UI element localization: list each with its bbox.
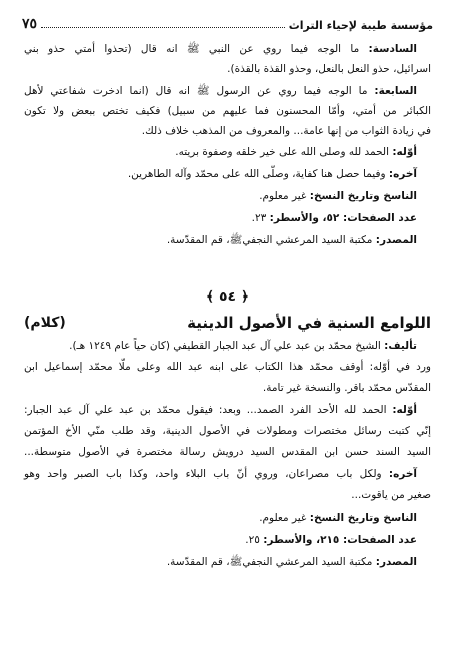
explicit-text: ولكل باب مصراعان، وروي أنّ باب البلاء واحد، وكذا باب الصبر واحد وهو xyxy=(24,468,382,480)
author-label: تأليف: xyxy=(384,340,417,352)
question-seven-label: السابعة: xyxy=(374,85,417,97)
page-count-label: عدد الصفحات: ٢١٥، والأسطر: xyxy=(263,534,417,546)
entry54-incipit-line-2: إنّي كتبت رسائل مختصرات ومطولات في الأصول الدينية، وقد طلب منّي الأخ المؤتمن xyxy=(24,425,431,437)
copyist-label: الناسخ وتاريخ النسخ: xyxy=(309,512,417,524)
question-seven-line-2: الكبائر من أمتي، وأمّا المحسنون فما عليهم من سبيل) فكيف تختص ببعض ولا تكون xyxy=(24,105,431,117)
entry54-source xyxy=(24,554,417,570)
question-six-line-1 xyxy=(24,41,417,57)
book-title: اللوامع السنية في الأصول الدينية xyxy=(187,314,431,332)
entry53-explicit xyxy=(24,166,417,182)
entry54-copyist xyxy=(24,510,417,526)
explicit-text: وفيما حصل هنا كفاية، وصلّى الله على محمّد وآله الطاهرين. xyxy=(127,168,386,180)
entry-number: ﴿ ٥٤ ﴾ xyxy=(205,289,250,305)
incipit-label: أوّله: xyxy=(392,146,417,158)
incipit-text: الحمد لله الأحد الفرد الصمد... وبعد: فيقول محمّد بن عبد علي آل عبد الجبار: xyxy=(24,404,387,416)
entry53-page-count xyxy=(24,210,417,226)
entry54-page-count xyxy=(24,532,417,548)
entry54-explicit-line-1 xyxy=(24,466,417,482)
entry53-incipit xyxy=(24,144,417,160)
author-line xyxy=(24,338,417,354)
header-title: مؤسسة طيبة لإحياء التراث xyxy=(288,19,433,32)
question-seven-text: ما الوجه فيما روي عن الرسول ﷺ انه قال (انما ادخرت شفاعتي لأهل xyxy=(24,85,368,97)
source-label: المصدر: xyxy=(375,556,417,568)
copyist-text: غير معلوم. xyxy=(259,190,307,202)
question-six-line-2: اسرائيل، حذو النعل بالنعل، وحذو القذة بالقذة). xyxy=(227,63,431,75)
page-count-label: عدد الصفحات: ٥٢، والأسطر: xyxy=(269,212,417,224)
page-number: ٧٥ xyxy=(22,16,38,32)
entry-title-row xyxy=(24,313,431,333)
explicit-label: آخره: xyxy=(388,468,417,480)
source-text: مكتبة السيد المرعشي النجفيﷺ، قم المقدّسة. xyxy=(166,234,373,246)
question-seven-line-3: في زيادة الثواب من إنها عامة... والمعروف من المذهب خلاف ذلك. xyxy=(141,125,431,137)
page-count-text: ٢٣. xyxy=(251,212,267,224)
description-line-1: ورد في أوّله: أوقف محمّد هذا الكتاب على ابنه عبد الله وعلى ملّا محمّد إسماعيل ابن xyxy=(24,361,431,373)
entry54-incipit-line-3: السيد السند حسن ابن المقدس السيد درويش رسالة مختصرة في الأصول متوسطة... xyxy=(24,446,431,458)
book-category: (كلام) xyxy=(24,315,66,331)
author-text: الشيخ محمّد بن عبد علي آل عبد الجبار القطيفي (كان حياً عام ١٢٤٩ هـ). xyxy=(69,340,381,352)
entry53-source xyxy=(24,232,417,248)
entry53-copyist xyxy=(24,188,417,204)
question-seven-line-1 xyxy=(24,83,417,99)
header-dot-leader xyxy=(41,27,285,28)
question-six-label: السادسة: xyxy=(368,43,417,55)
explicit-label: آخره: xyxy=(388,168,417,180)
question-six-text: ما الوجه فيما روي عن النبي ﷺ انه قال (تحذوا أمتي حذو بني xyxy=(24,43,360,55)
source-label: المصدر: xyxy=(375,234,417,246)
entry54-explicit-line-2: صغير من ياقوت... xyxy=(351,489,431,501)
incipit-label: أوّله: xyxy=(392,404,417,416)
running-header xyxy=(22,12,433,32)
page-count-text: ٢٥. xyxy=(245,534,260,546)
copyist-text: غير معلوم. xyxy=(259,512,307,524)
description-line-2: المقدّس محمّد باقر. والنسخة غير تامة. xyxy=(262,382,431,394)
incipit-text: الحمد لله وصلى الله على خير خلقه وصفوة بريته. xyxy=(175,146,390,158)
copyist-label: الناسخ وتاريخ النسخ: xyxy=(309,190,417,202)
entry54-incipit-line-1 xyxy=(24,402,417,418)
source-text: مكتبة السيد المرعشي النجفيﷺ، قم المقدّسة. xyxy=(166,556,373,568)
